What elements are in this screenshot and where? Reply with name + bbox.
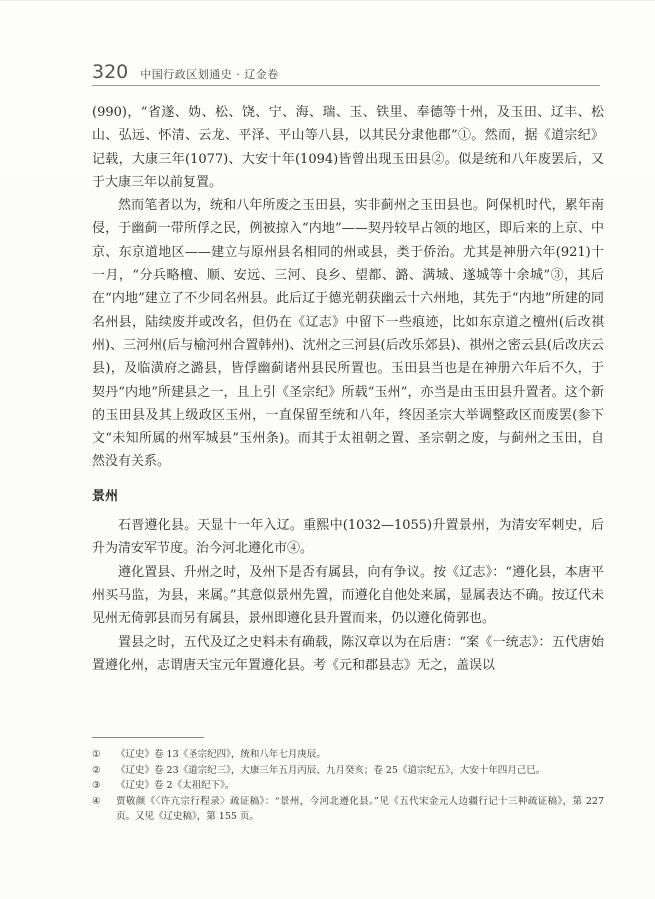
footnote: [92, 778, 604, 794]
paragraph: (990)，“省遂、妫、松、饶、宁、海、瑞、玉、铁里、奉德等十州，及玉田、辽丰、松山、弘远、怀清、云龙、平泽、平山等八县，以其民分隶他郡”①。然而，据《道宗纪》记载，大康三年(1077)、大安十年(1094)皆曾出现玉田县②。似是统和八年废罢后，又于大康三年以前复置。: [92, 105, 604, 190]
page-number: 320: [92, 61, 129, 83]
paragraph: 然而笔者以为，统和八年所废之玉田县，实非蓟州之玉田县也。阿保机时代，累年南侵，于幽蓟一带所俘之民，例被掠入“内地”——契丹较早占领的地区，即后来的上京、中京、东京道地区——建立与原州县名相同的州或县，类于侨治。尤其是神册六年(921)十一月，“分兵略檀、顺、安远、三河、良乡、望都、潞、满城、遂城等十余城”③，其后在“内地”建立了不少同名州县。此后辽于德光朝获幽云十六州地，其先于“内地”所建的同名州县，陆续废并或改名，但仍在《辽志》中留下一些痕迹，比如东京道之檀州(后改祺州)、三河州(后与榆河州合置韩州)、沈州之三河县(后改乐郊县)、祺州之密云县(后改庆云县)，及临潢府之潞县，皆俘幽蓟诸州县民所置也。玉田县当也是在神册六年后不久，于契丹“内地”所建县之一，且上引《圣宗纪》所载“玉州”，亦当是由玉田县升置者。这个新的玉田县及其上级政区玉州，一直保留至统和八年，终因圣宗大举调整政区而废罢(参下文“未知所属的州军城县”玉州条)。而其于太祖朝之置、圣宗朝之废，与蓟州之玉田，自然没有关系。: [92, 198, 604, 470]
running-title: 中国行政区划通史 · 辽金卷: [140, 68, 279, 81]
section-heading: 景州: [92, 488, 119, 504]
footnote-rule: [92, 737, 204, 738]
footnote-marker: ③: [92, 780, 101, 791]
paragraph: 遵化置县、升州之时，及州下是否有属县，向有争议。按《辽志》：“遵化县，本唐平州买马监，为县，来属。”其意似景州先置，而遵化自他处来属，显属表达不确。按辽代未见州无倚郭县而另有属县，景州即遵化县升置而来，仍以遵化倚郭也。: [92, 564, 604, 627]
body-text: [92, 101, 604, 677]
header-rule: [92, 85, 600, 86]
paragraph: 石晋遵化县。天显十一年入辽。重熙中(1032—1055)升置景州，为清安军刺史，后升为清安军节度。治今河北遵化市④。: [92, 518, 604, 557]
footnote-text: 贾敬颜《〈许亢宗行程录〉疏证稿》：“景州，今河北遵化县。”见《五代宋金元人边疆行记十三种疏证稿》，第 227 页。又见《辽史稿》，第 155 页。: [116, 795, 604, 822]
footnote: [92, 763, 604, 779]
footnote-marker: ①: [92, 749, 101, 760]
footnote: [92, 794, 604, 825]
footnote: [92, 747, 604, 763]
footnote-text: 《辽史》卷 13《圣宗纪四》，统和八年七月庚辰。: [116, 749, 326, 760]
paragraph: 置县之时，五代及辽之史料未有确载，陈汉章以为在后唐：“案《一统志》：五代唐始置遵化州，志谓唐天宝元年置遵化县。考《元和郡县志》无之，盖误以: [92, 634, 604, 673]
footnote-marker: ②: [92, 764, 101, 776]
footnote-text: 《辽史》卷 23《道宗纪三》，大康三年五月丙辰、九月癸亥；卷 25《道宗纪五》，大安十年四月己巳。: [116, 764, 546, 776]
footnote-marker: ④: [92, 795, 101, 807]
footnotes: [92, 747, 604, 825]
footnote-text: 《辽史》卷 2《太祖纪下》。: [116, 780, 235, 791]
page-header: [92, 61, 602, 83]
